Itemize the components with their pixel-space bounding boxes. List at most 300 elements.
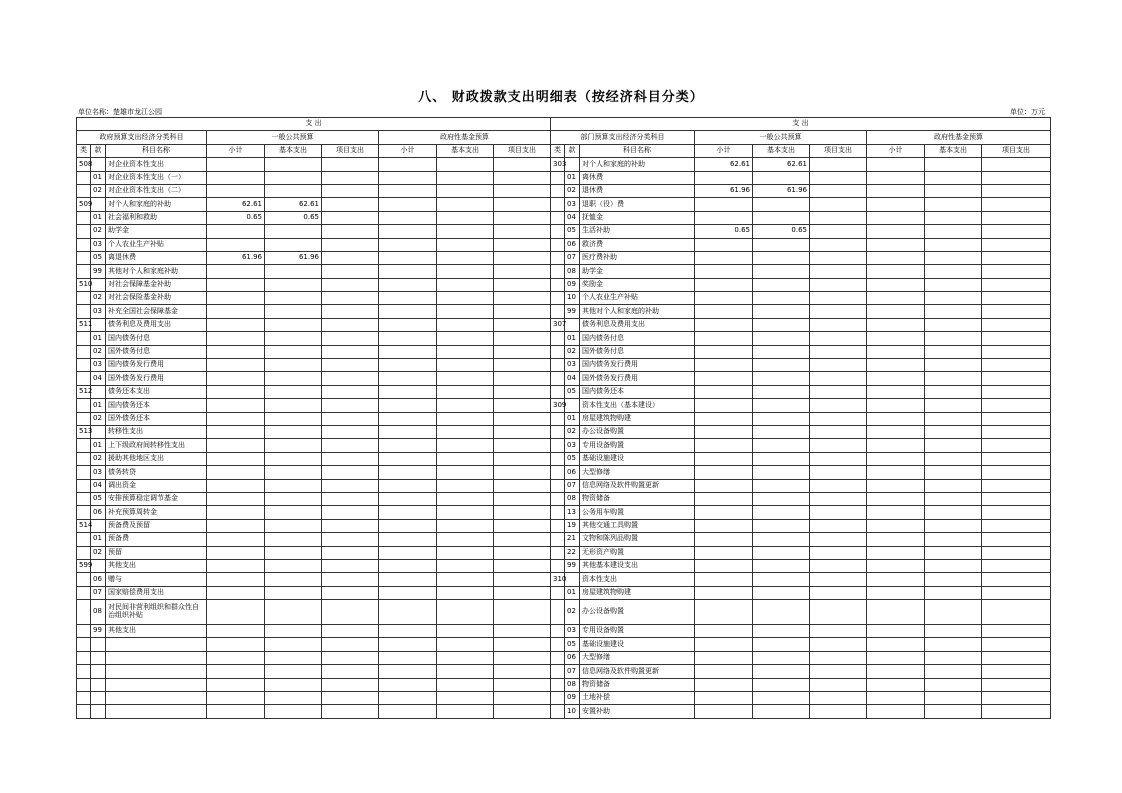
fund-basic-cell	[925, 412, 982, 425]
fund-project-cell	[982, 318, 1051, 331]
lei-cell	[77, 184, 91, 197]
project-cell	[810, 238, 867, 251]
fund-project-cell	[494, 345, 551, 358]
project-cell	[810, 278, 867, 291]
subtotal-cell	[207, 171, 265, 184]
basic-cell	[753, 573, 810, 586]
lei-cell	[551, 332, 565, 345]
subject-name-cell: 债务还本支出	[106, 385, 207, 398]
unit-name: 单位名称：楚雄市龙江公园	[78, 108, 162, 116]
kuan-cell	[91, 385, 106, 398]
fund-subtotal-cell	[867, 184, 925, 197]
subject-name-cell: 对社会保险基金补助	[106, 292, 207, 305]
lei-cell	[77, 292, 91, 305]
kuan-cell: 04	[91, 479, 106, 492]
fund-project-cell	[982, 184, 1051, 197]
lei-cell	[551, 184, 565, 197]
project-cell	[810, 492, 867, 505]
fund-subtotal-cell	[867, 692, 925, 705]
subtotal-cell	[207, 184, 265, 197]
subject-name-cell: 其他对个人和家庭的补助	[580, 305, 695, 318]
project-cell	[810, 651, 867, 664]
table-row	[77, 625, 1051, 638]
lei-cell	[551, 479, 565, 492]
table-row	[77, 318, 1051, 331]
table-row	[77, 533, 1051, 546]
table-row	[77, 171, 1051, 184]
kuan-cell: 07	[91, 586, 106, 599]
subtotal-cell	[695, 385, 753, 398]
subject-name-cell: 助学金	[580, 265, 695, 278]
basic-cell	[265, 705, 322, 718]
lei-cell	[77, 399, 91, 412]
lei-cell	[77, 533, 91, 546]
kuan-cell: 01	[565, 412, 580, 425]
kuan-cell: 05	[565, 452, 580, 465]
kuan-cell: 05	[91, 251, 106, 264]
basic-cell	[753, 466, 810, 479]
fund-basic-cell	[925, 332, 982, 345]
lei-cell	[551, 519, 565, 532]
kuan-cell: 01	[91, 332, 106, 345]
subtotal-cell	[207, 678, 265, 691]
fund-subtotal-cell	[867, 439, 925, 452]
subtotal-cell	[695, 533, 753, 546]
lei-cell	[551, 198, 565, 211]
basic-cell	[753, 705, 810, 718]
subtotal-cell	[207, 651, 265, 664]
fund-subtotal-cell	[379, 158, 437, 171]
fund-project-cell	[982, 278, 1051, 291]
subject-name-cell: 债务利息及费用支出	[106, 318, 207, 331]
fund-subtotal-cell	[867, 345, 925, 358]
lei-cell	[551, 506, 565, 519]
subtotal-cell: 0.65	[207, 211, 265, 224]
subject-name-cell: 国内债务付息	[580, 332, 695, 345]
subject-name-cell: 抚恤金	[580, 211, 695, 224]
basic-cell	[753, 171, 810, 184]
fund-basic-cell	[437, 452, 494, 465]
subtotal-cell: 0.65	[695, 225, 753, 238]
kuan-cell: 01	[565, 171, 580, 184]
fund-project-cell	[494, 546, 551, 559]
fund-basic-cell	[437, 198, 494, 211]
subtotal-cell	[695, 412, 753, 425]
fund-subtotal-cell	[379, 184, 437, 197]
fund-subtotal-cell	[867, 586, 925, 599]
subject-name-cell: 援助其他地区支出	[106, 452, 207, 465]
lei-cell	[77, 359, 91, 372]
fund-basic-cell	[437, 265, 494, 278]
subtotal-cell	[207, 692, 265, 705]
basic-cell	[265, 492, 322, 505]
fund-basic-cell	[437, 439, 494, 452]
table-row	[77, 385, 1051, 398]
fund-project-cell	[494, 559, 551, 572]
subject-name-cell: 信息网络及软件购置更新	[580, 665, 695, 678]
subject-name-cell: 个人农业生产补贴	[106, 238, 207, 251]
fund-subtotal-cell	[867, 479, 925, 492]
lei-header: 类	[77, 144, 91, 157]
fund-subtotal-cell	[867, 305, 925, 318]
subject-name-cell: 转移性支出	[106, 425, 207, 438]
fund-subtotal-cell	[379, 372, 437, 385]
fund-subtotal-cell	[379, 651, 437, 664]
subject-name-cell: 救济费	[580, 238, 695, 251]
fund-subtotal-cell	[379, 705, 437, 718]
table-row	[77, 332, 1051, 345]
lei-cell	[551, 385, 565, 398]
fund-basic-cell	[437, 372, 494, 385]
lei-cell	[551, 278, 565, 291]
lei-cell	[551, 492, 565, 505]
fund-project-cell	[982, 625, 1051, 638]
basic-cell	[265, 665, 322, 678]
subject-name-cell: 预留	[106, 546, 207, 559]
fund-project-cell	[494, 412, 551, 425]
fund-project-cell	[982, 452, 1051, 465]
fund-project-cell	[494, 171, 551, 184]
basic-cell	[753, 412, 810, 425]
project-cell	[810, 225, 867, 238]
basic-cell	[265, 586, 322, 599]
fund-subtotal-cell	[379, 399, 437, 412]
subtotal-cell	[207, 452, 265, 465]
basic-header: 基本支出	[753, 144, 810, 157]
lei-cell	[551, 305, 565, 318]
basic-cell	[265, 466, 322, 479]
kuan-cell: 06	[565, 238, 580, 251]
fund-basic-cell	[925, 225, 982, 238]
fund-project-cell	[494, 466, 551, 479]
fund-project-cell	[494, 678, 551, 691]
basic-cell	[265, 318, 322, 331]
lei-cell: 310	[551, 573, 565, 586]
subtotal-cell	[695, 705, 753, 718]
basic-cell	[265, 546, 322, 559]
subtotal-header: 小计	[695, 144, 753, 157]
kuan-cell	[91, 559, 106, 572]
subtotal-header: 小计	[207, 144, 265, 157]
fund-project-cell	[982, 238, 1051, 251]
basic-cell	[753, 439, 810, 452]
basic-cell	[753, 345, 810, 358]
fund-project-cell	[494, 292, 551, 305]
fund-project-cell	[494, 705, 551, 718]
subject-name-cell: 安排预算稳定调节基金	[106, 492, 207, 505]
lei-cell	[551, 665, 565, 678]
fund-project-cell	[494, 399, 551, 412]
basic-cell	[265, 533, 322, 546]
kuan-cell: 02	[91, 412, 106, 425]
fund-project-cell	[982, 292, 1051, 305]
lei-cell: 512	[77, 385, 91, 398]
kuan-cell: 01	[91, 533, 106, 546]
kuan-cell: 06	[565, 466, 580, 479]
fund-project-cell	[982, 385, 1051, 398]
project-cell	[810, 546, 867, 559]
table-row	[77, 573, 1051, 586]
fund-subtotal-cell	[379, 479, 437, 492]
subtotal-cell	[207, 265, 265, 278]
fund-project-cell	[494, 533, 551, 546]
subtotal-cell	[207, 573, 265, 586]
basic-header: 基本支出	[265, 144, 322, 157]
fund-subtotal-cell	[867, 492, 925, 505]
kuan-header: 款	[565, 144, 580, 157]
subtotal-cell	[207, 332, 265, 345]
fund-subtotal-cell	[867, 665, 925, 678]
fund-basic-cell	[437, 492, 494, 505]
kuan-cell: 01	[91, 399, 106, 412]
basic-cell	[753, 372, 810, 385]
basic-cell	[265, 425, 322, 438]
subtotal-cell	[207, 600, 265, 625]
lei-cell	[77, 651, 91, 664]
subtotal-cell	[695, 211, 753, 224]
lei-cell	[77, 211, 91, 224]
fund-project-cell	[494, 573, 551, 586]
fund-subtotal-cell	[867, 318, 925, 331]
kuan-cell	[565, 318, 580, 331]
subject-name-cell: 对个人和家庭的补助	[106, 198, 207, 211]
project-cell	[322, 211, 379, 224]
subtotal-cell	[207, 372, 265, 385]
lei-cell	[77, 638, 91, 651]
subject-name-cell: 个人农业生产补贴	[580, 292, 695, 305]
fund-project-cell	[982, 692, 1051, 705]
subtotal-cell	[207, 625, 265, 638]
subject-name-cell: 大型修缮	[580, 651, 695, 664]
fund-project-cell	[982, 519, 1051, 532]
fund-basic-cell	[437, 425, 494, 438]
kuan-cell	[91, 678, 106, 691]
subject-name-cell: 信息网络及软件购置更新	[580, 479, 695, 492]
subject-name-cell: 其他支出	[106, 559, 207, 572]
fund-basic-cell	[437, 559, 494, 572]
fund-project-cell	[982, 600, 1051, 625]
fund-subtotal-cell	[379, 412, 437, 425]
lei-cell	[77, 412, 91, 425]
table-row	[77, 198, 1051, 211]
fund-subtotal-cell	[867, 533, 925, 546]
table-row	[77, 251, 1051, 264]
kuan-cell: 02	[565, 600, 580, 625]
subject-name-cell: 资本性支出（基本建设）	[580, 399, 695, 412]
lei-cell	[77, 600, 91, 625]
basic-cell	[265, 439, 322, 452]
kuan-cell	[565, 158, 580, 171]
project-cell	[322, 665, 379, 678]
lei-cell: 511	[77, 318, 91, 331]
lei-cell	[551, 372, 565, 385]
subject-name-cell: 预备费	[106, 533, 207, 546]
fund-basic-cell	[925, 278, 982, 291]
fund-basic-cell	[437, 345, 494, 358]
basic-cell	[265, 184, 322, 197]
lei-cell	[77, 492, 91, 505]
project-cell	[810, 399, 867, 412]
fund-subtotal-cell	[379, 638, 437, 651]
left-zhichu-header: 支 出	[77, 118, 551, 131]
subject-name-cell	[106, 638, 207, 651]
fund-basic-cell	[925, 625, 982, 638]
basic-cell	[753, 265, 810, 278]
table-row	[77, 586, 1051, 599]
basic-cell	[265, 506, 322, 519]
kuan-cell: 09	[565, 278, 580, 291]
fund-basic-cell	[925, 198, 982, 211]
kuan-cell: 03	[565, 198, 580, 211]
fund-subtotal-cell	[867, 251, 925, 264]
fund-project-cell	[982, 399, 1051, 412]
subject-name-cell: 其他基本建设支出	[580, 559, 695, 572]
basic-cell	[753, 559, 810, 572]
project-cell	[810, 332, 867, 345]
fund-subtotal-cell	[867, 385, 925, 398]
subject-name-cell: 房屋建筑物购建	[580, 412, 695, 425]
project-cell	[810, 573, 867, 586]
fund-project-cell	[982, 559, 1051, 572]
basic-cell	[265, 359, 322, 372]
fund-basic-cell	[925, 292, 982, 305]
basic-cell	[265, 412, 322, 425]
subject-name-cell: 文物和陈列品购置	[580, 533, 695, 546]
subject-name-cell: 调出资金	[106, 479, 207, 492]
basic-header: 基本支出	[437, 144, 494, 157]
lei-cell	[77, 251, 91, 264]
lei-cell	[551, 651, 565, 664]
fund-project-cell	[982, 332, 1051, 345]
fund-basic-cell	[925, 211, 982, 224]
kuan-cell: 02	[565, 425, 580, 438]
fund-subtotal-cell	[379, 318, 437, 331]
fund-project-cell	[982, 158, 1051, 171]
kuan-cell: 02	[565, 345, 580, 358]
basic-cell: 61.96	[265, 251, 322, 264]
subtotal-cell	[207, 492, 265, 505]
subtotal-cell	[695, 332, 753, 345]
fund-subtotal-cell	[867, 425, 925, 438]
basic-cell	[265, 292, 322, 305]
subject-name-cell: 国内债务付息	[106, 332, 207, 345]
basic-cell	[265, 238, 322, 251]
fund-subtotal-cell	[379, 506, 437, 519]
fund-subtotal-cell	[867, 292, 925, 305]
kuan-cell: 99	[565, 305, 580, 318]
fund-project-cell	[982, 251, 1051, 264]
kuan-cell: 05	[565, 225, 580, 238]
project-cell	[322, 546, 379, 559]
project-cell	[322, 332, 379, 345]
subtotal-cell	[207, 399, 265, 412]
basic-cell	[753, 665, 810, 678]
fund-project-cell	[982, 651, 1051, 664]
fund-basic-cell	[925, 600, 982, 625]
project-cell	[810, 372, 867, 385]
fund-subtotal-cell	[379, 546, 437, 559]
basic-cell	[753, 506, 810, 519]
project-cell	[810, 171, 867, 184]
project-header: 项目支出	[982, 144, 1051, 157]
fund-project-cell	[982, 678, 1051, 691]
project-cell	[810, 466, 867, 479]
lei-cell	[551, 211, 565, 224]
subtotal-cell	[695, 452, 753, 465]
kuan-cell: 99	[565, 559, 580, 572]
expenditure-table	[76, 117, 1051, 719]
fund-basic-cell	[437, 506, 494, 519]
fund-subtotal-cell	[379, 439, 437, 452]
kuan-cell: 03	[91, 305, 106, 318]
subtotal-cell	[207, 665, 265, 678]
fund-project-cell	[982, 573, 1051, 586]
subtotal-cell	[207, 318, 265, 331]
subject-name-cell: 办公设备购置	[580, 425, 695, 438]
basic-cell	[753, 399, 810, 412]
fund-project-cell	[982, 439, 1051, 452]
lei-cell	[551, 412, 565, 425]
project-cell	[322, 385, 379, 398]
project-cell	[322, 625, 379, 638]
money-unit: 单位：万元	[1010, 108, 1045, 116]
subject-name-cell: 国外债务付息	[106, 345, 207, 358]
subtotal-cell	[207, 412, 265, 425]
fund-subtotal-cell	[867, 651, 925, 664]
subtotal-cell	[207, 385, 265, 398]
subtotal-cell	[695, 359, 753, 372]
project-cell	[810, 184, 867, 197]
fund-basic-cell	[437, 412, 494, 425]
lei-cell	[551, 452, 565, 465]
subject-name-cell: 预备费及预留	[106, 519, 207, 532]
fund-subtotal-cell	[379, 359, 437, 372]
lei-cell	[77, 506, 91, 519]
project-cell	[810, 586, 867, 599]
subtotal-cell	[207, 519, 265, 532]
fund-project-cell	[494, 519, 551, 532]
project-cell	[322, 573, 379, 586]
subject-name-cell: 国内债务还本	[106, 399, 207, 412]
fund-basic-cell	[437, 359, 494, 372]
table-row	[77, 519, 1051, 532]
subject-name-cell	[106, 705, 207, 718]
fund-basic-cell	[925, 678, 982, 691]
fund-subtotal-cell	[867, 519, 925, 532]
subject-name-cell: 医疗费补助	[580, 251, 695, 264]
kuan-cell: 08	[565, 265, 580, 278]
kuan-cell: 02	[91, 452, 106, 465]
project-cell	[810, 359, 867, 372]
subtotal-cell	[695, 238, 753, 251]
project-cell	[810, 345, 867, 358]
subject-name-header: 科目名称	[580, 144, 695, 157]
subtotal-cell	[695, 292, 753, 305]
table-row	[77, 305, 1051, 318]
kuan-cell: 01	[91, 211, 106, 224]
kuan-cell: 03	[91, 238, 106, 251]
lei-cell	[77, 573, 91, 586]
subject-name-cell: 退休费	[580, 184, 695, 197]
subtotal-cell	[207, 278, 265, 291]
subtotal-cell	[695, 318, 753, 331]
kuan-cell: 05	[565, 638, 580, 651]
lei-cell: 309	[551, 399, 565, 412]
subject-name-cell: 国外债务发行费用	[106, 372, 207, 385]
project-cell	[322, 586, 379, 599]
subtotal-cell	[695, 425, 753, 438]
fund-basic-cell	[437, 238, 494, 251]
